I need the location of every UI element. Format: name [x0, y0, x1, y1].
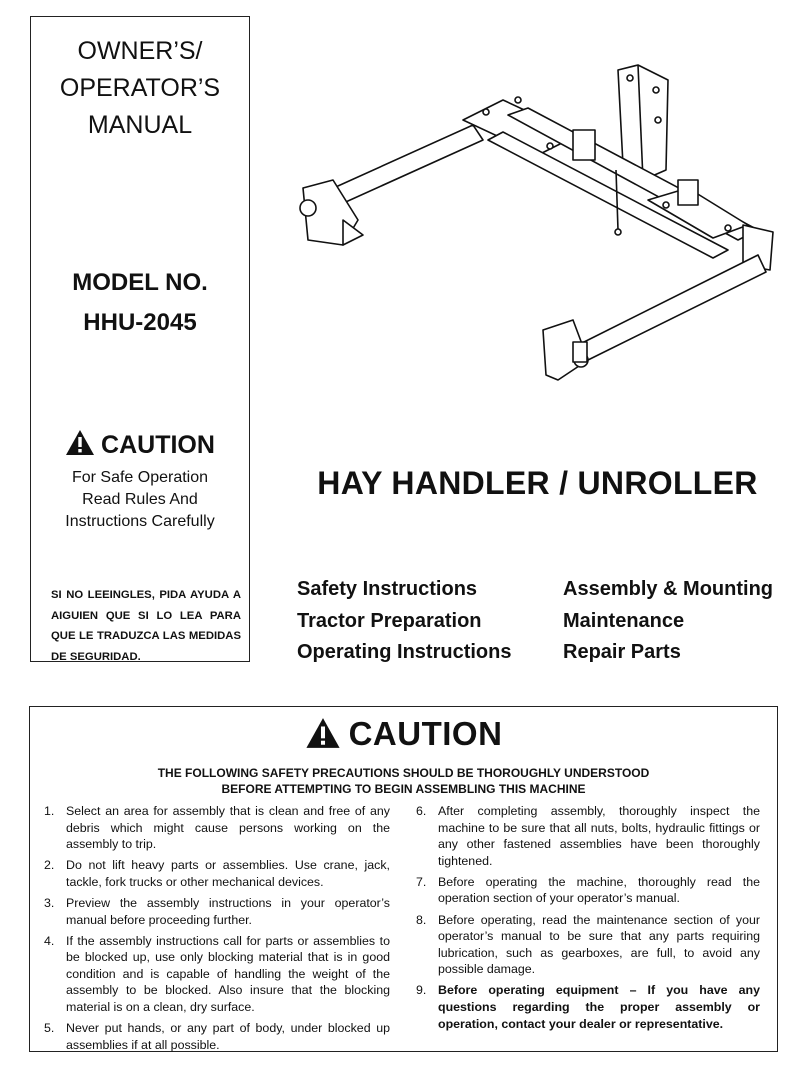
item-text: Never put hands, or any part of body, under blocked up assemblies if at all possible. [66, 1021, 390, 1052]
safety-precautions-box [29, 706, 778, 1052]
warning-triangle-icon [305, 717, 341, 749]
list-item [416, 982, 760, 1032]
toc-left-column [297, 574, 511, 669]
manual-line: OWNER’S/ [77, 37, 203, 65]
list-item [416, 874, 760, 907]
list-item [44, 1020, 390, 1053]
item-text: Do not lift heavy parts or assemblies. Use crane, jack, tackle, fork trucks or other mechanical devices. [66, 858, 390, 889]
item-number: 1. [44, 804, 55, 818]
item-number: 3. [44, 895, 55, 910]
subtitle-line: THE FOLLOWING SAFETY PRECAUTIONS SHOULD BE THOROUGHLY UNDERSTOOD [157, 766, 650, 780]
toc-right-column [563, 574, 773, 669]
item-number: 2. [44, 858, 55, 873]
item-number: 4. [44, 933, 55, 948]
sidebar-panel [30, 16, 250, 662]
toc-item: Maintenance [563, 609, 685, 632]
item-number: 8. [416, 912, 427, 927]
item-number: 5. [44, 1021, 55, 1036]
subtitle-line: BEFORE ATTEMPTING TO BEGIN ASSEMBLING THIS MACHINE [221, 782, 586, 796]
item-text: After completing assembly, thoroughly inspect the machine to be sure that all nuts, bolts, hydraulic fittings or any other fastened assemblies have been thoroughly tightened. [438, 804, 760, 868]
safe-line: Read Rules And [82, 491, 198, 508]
precautions-right-column [416, 803, 760, 1037]
model-number: HHU-2045 [83, 309, 197, 336]
item-text: Preview the assembly instructions in your operator’s manual before proceeding further. [66, 895, 390, 927]
item-number: 6. [416, 804, 427, 818]
model-block [31, 263, 249, 343]
toc-item: Repair Parts [563, 641, 681, 663]
toc-item: Safety Instructions [297, 578, 478, 600]
caution-subtitle [30, 765, 777, 797]
safe-line: Instructions Carefully [65, 513, 215, 530]
list-item [44, 933, 390, 1016]
manual-type [31, 33, 249, 144]
sidebar-caution [31, 429, 249, 460]
list-item [44, 895, 390, 928]
list-item [416, 803, 760, 869]
item-text: If the assembly instructions call for parts or assemblies to be blocked up, use only blocking material that is in good condition and is capable of handling the weight of the assembly to be blocked. Also insure that the blocking material is on a clean, dry surface. [66, 933, 390, 1015]
caution-heading [30, 715, 777, 753]
hay-handler-illustration [288, 60, 788, 400]
safe-operation-note [31, 467, 249, 533]
list-item [416, 912, 760, 978]
product-title: HAY HANDLER / UNROLLER [317, 465, 758, 501]
precautions-left-column [44, 803, 390, 1058]
caution-label: CAUTION [101, 431, 215, 459]
toc-item: Operating Instructions [297, 641, 512, 663]
safe-line: For Safe Operation [71, 469, 209, 486]
manual-line: OPERATOR’S [59, 74, 221, 102]
list-item [44, 857, 390, 890]
toc-item: Tractor Preparation [297, 609, 482, 632]
toc-item: Assembly & Mounting [563, 578, 774, 600]
manual-line: MANUAL [87, 111, 193, 139]
item-text: Before operating equipment – If you have any questions regarding the proper assembly or operation, contact your dealer or representative. [438, 983, 760, 1031]
item-number: 9. [416, 983, 427, 998]
item-text: Select an area for assembly that is clean and free of any debris which might cause persons working on the assembly to trip. [66, 804, 390, 852]
list-item [44, 803, 390, 853]
model-label: MODEL NO. [72, 269, 208, 296]
spanish-notice: SI NO LEEINGLES, PIDA AYUDA A AIGUIEN QUE SI LO LEA PARA QUE LE TRADUZCA LAS MEDIDAS DE SEGURIDAD. [51, 589, 241, 663]
item-text: Before operating the machine, thoroughly read the operation section of your operator’s manual. [438, 874, 760, 906]
warning-triangle-icon [65, 429, 95, 456]
item-text: Before operating, read the maintenance section of your operator’s manual to be sure that any parts requiring lubrication, such as gearboxes, are full, to avoid any possible damage. [438, 912, 760, 977]
item-number: 7. [416, 874, 427, 889]
caution-heading-label: CAUTION [348, 715, 503, 752]
